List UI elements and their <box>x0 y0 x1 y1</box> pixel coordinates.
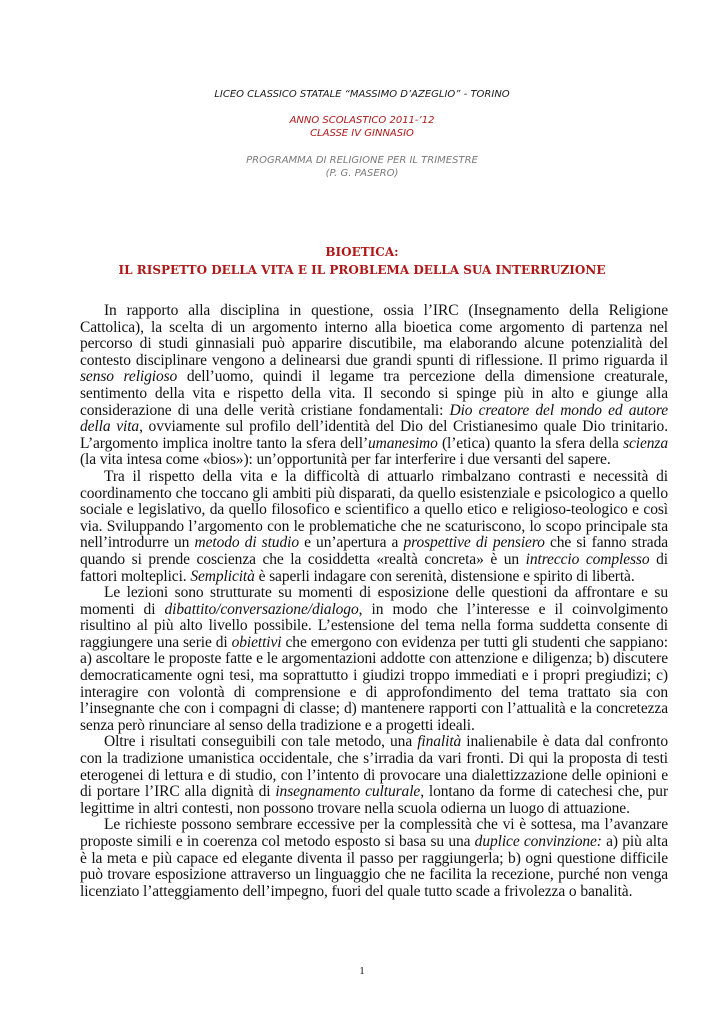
author: (P. G. PASERO) <box>325 168 399 179</box>
paragraph-5: Le richieste possono sembrare eccessive per la complessità che vi è sottesa, ma l’avanzare proposte simili e in coerenza col metodo esposto si basa su una duplice convinzione: a) più alta è la meta e più capace ed elegante diventa il passo per raggiungerla; b) ogni questione difficile può trovare esposizione attraverso un linguaggio che ne facilita la recezione, purché non venga licenziato l’atteggiamento dell’impegno, fuori del quale tutto scade a frivolezza o banalità. <box>80 816 668 900</box>
program-title: PROGRAMMA DI RELIGIONE PER IL TRIMESTRE <box>246 155 478 166</box>
paragraph-2: Tra il rispetto della vita e la difficoltà di attuarlo rimbalzano contrasti e necessità di coordinamento che toccano gli ambiti più disparati, da quello esistenziale e psicologico a quello sociale e legislativo, da quello filosofico e scientifico a quello etico e religioso-teologico e così via. Sviluppando l’argomento con le problematiche che ne scaturiscono, lo scopo principale sta nell’introdurre un metodo di studio e un’apertura a prospettive di pensiero che si fanno strada quando si prende coscienza che la cosiddetta «realtà concreta» è un intreccio complesso di fattori molteplici. Semplicità è saperli indagare con serenità, distensione e spirito di libertà. <box>80 467 668 585</box>
paragraph-4: Oltre i risultati conseguibili con tale metodo, una finalità inalienabile è data dal confronto con la tradizione umanistica occidentale, che s’irradia da vari fronti. Di qui la proposta di testi eterogenei di lettura e di studio, con l’intento di provocare una dialettizzazione delle opinioni e di portare l’IRC alla dignità di insegnamento culturale, lontano da forme di catechesi che, pur legittime in altri contesti, non possono trovare nella scuola odierna un luogo di attuazione. <box>80 733 669 817</box>
document-title-line-1: BIOETICA: <box>325 245 399 259</box>
school-name: LICEO CLASSICO STATALE “MASSIMO D’AZEGLIO” - TORINO <box>214 89 510 100</box>
page-number: 1 <box>359 965 365 977</box>
document-title-line-2: IL RISPETTO DELLA VITA E IL PROBLEMA DELLA SUA INTERRUZIONE <box>118 263 606 277</box>
school-year: ANNO SCOLASTICO 2011-’12 <box>289 115 435 126</box>
body-text <box>80 303 668 900</box>
class-name: CLASSE IV GINNASIO <box>310 128 414 139</box>
paragraph-1: In rapporto alla disciplina in questione, ossia l’IRC (Insegnamento della Religione Cattolica), la scelta di un argomento interno alla bioetica come argomento di partenza nel percorso di studi ginnasiali può apparire discutibile, ma elaborando alcune potenzialità del contesto disciplinare vengono a delinearsi due grandi spunti di riflessione. Il primo riguarda il senso religioso dell’uomo, quindi il legame tra percezione della dimensione creaturale, sentimento della vita e rispetto della vita. Il secondo si spinge più in alto e giunge alla considerazione di una delle verità cristiane fondamentali: Dio creatore del mondo ed autore della vita, ovviamente sul profilo dell’identità del Dio del Cristianesimo quale Dio trinitario. L’argomento implica inoltre tanto la sfera dell’umanesimo (l’etica) quanto la sfera della scienza (la vita intesa come «bios»): un’opportunità per far interferire i due versanti del sapere. <box>80 302 669 469</box>
paragraph-3: Le lezioni sono strutturate su momenti di esposizione delle questioni da affrontare e su momenti di dibattito/conversazione/dialogo, in modo che l’interesse e il coinvolgimento risultino al più alto livello possibile. L’estensione del tema nella forma suddetta consente di raggiungere una serie di obiettivi che emergono con evidenza per tutti gli studenti che sappiano: a) ascoltare le proposte fatte e le argomentazioni addotte con attenzione e diligenza; b) discutere democraticamente ogni tesi, ma soprattutto i giudizi troppo immediati e i propri pregiudizi; c) interagire con volontà di comprensione e di approfondimento del tema trattato sia con l’insegnante che con i compagni di classe; d) mantenere rapporti con l’attualità e la concretezza senza però rinunciare al senso della tradizione e a progetti ideali. <box>80 584 668 734</box>
